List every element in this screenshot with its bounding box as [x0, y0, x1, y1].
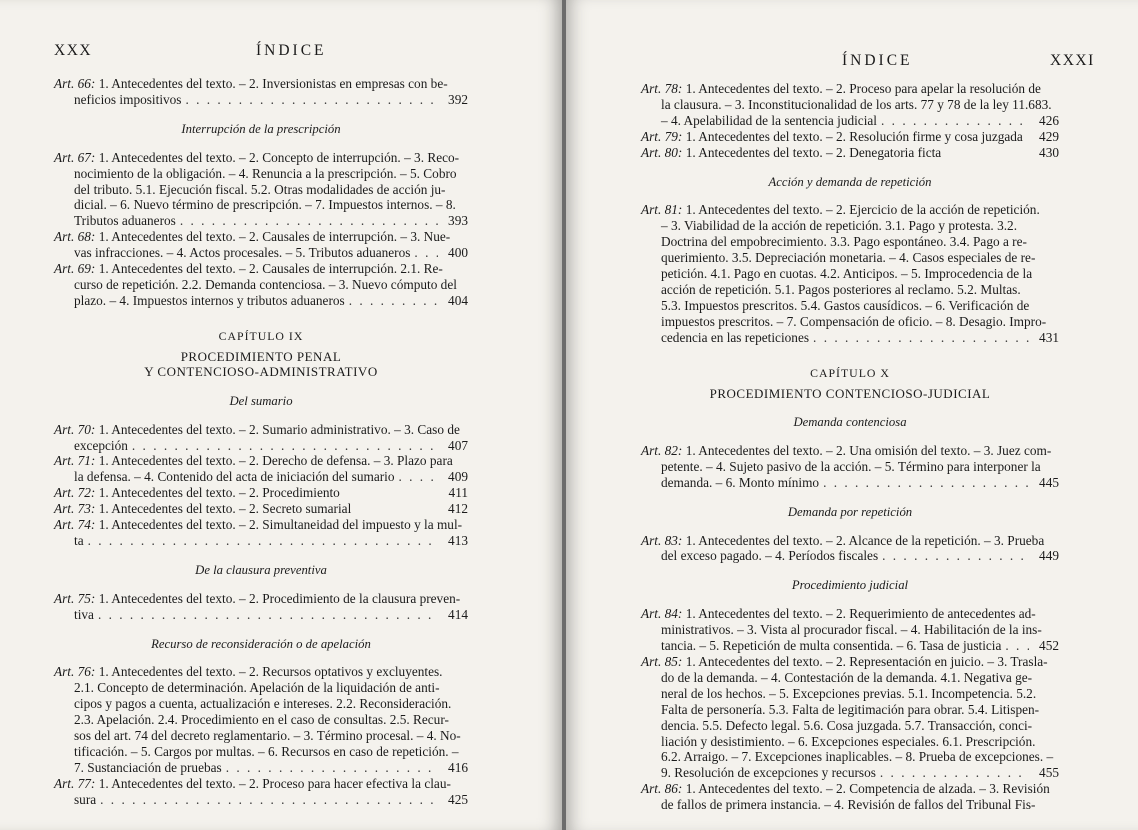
- entry-last-line: [641, 113, 1059, 129]
- leader-dots: [98, 607, 438, 623]
- leader-dots: [185, 92, 438, 108]
- article-label: Art. 69:: [54, 261, 96, 277]
- entry-line: Doctrina del empobrecimiento. 3.3. Pago espontáneo. 3.4. Pago a re-: [661, 234, 1027, 250]
- entry-line: [641, 81, 1059, 97]
- entry-line: neral de los hechos. – 5. Excepciones previas. 5.1. Incompetencia. 5.2.: [661, 685, 1037, 701]
- entry-line: [641, 606, 1059, 622]
- entry-line: [54, 150, 468, 166]
- entry-text: 9. Resolución de excepciones y recursos: [661, 765, 876, 781]
- section-heading: Demanda contenciosa: [793, 415, 907, 429]
- article-label: Art. 77:: [54, 775, 96, 791]
- entry-text: vas infracciones. – 4. Actos procesales. – 5. Tributos aduaneros: [74, 245, 411, 261]
- article-label: Art. 78:: [641, 81, 683, 96]
- index-entry: [641, 81, 1059, 129]
- leader-dots: [881, 113, 1029, 129]
- article-label: Art. 81:: [641, 202, 683, 218]
- leader-dots: [1005, 638, 1029, 654]
- index-entry: [54, 422, 468, 454]
- index-entry: [641, 606, 1059, 654]
- entry-line: [54, 501, 468, 517]
- index-entry: [54, 776, 468, 808]
- leader-dots: [823, 475, 1029, 491]
- entry-line: cipos y pagos a cuenta, actualización e intereses. 2.2. Reconsideración.: [74, 696, 452, 712]
- entry-line: [641, 129, 1059, 145]
- entry-line: petición. 4.1. Pago en cuotas. 4.2. Anticipos. – 5. Improcedencia de la: [661, 266, 1033, 282]
- left-page: [0, 0, 562, 830]
- page-ref: 449: [1039, 548, 1059, 564]
- index-entry: [54, 485, 468, 501]
- index-entry: [54, 261, 468, 309]
- entry-last-line: [54, 607, 468, 623]
- entry-text: 1. Antecedentes del texto. – 2. Sumario administrativo. – 3. Caso de: [98, 421, 460, 437]
- entry-text: ta: [74, 532, 84, 548]
- article-label: Art. 85:: [641, 653, 683, 669]
- article-label: Art. 84:: [641, 606, 683, 622]
- entry-text: Tributos aduaneros: [74, 213, 176, 229]
- entry-text: – 4. Apelabilidad de la sentencia judicial: [661, 112, 878, 128]
- page-ref: 425: [448, 791, 468, 807]
- leader-dots: [132, 438, 438, 454]
- entry-text: 1. Antecedentes del texto. – 2. Recursos optativos y excluyentes.: [98, 664, 443, 680]
- entry-text: 1. Antecedentes del texto. – 2. Proceso para apelar la resolución de: [685, 81, 1041, 96]
- page-number: XXXI: [1050, 52, 1095, 69]
- page-ref: 416: [448, 759, 468, 775]
- leader-dots: [399, 469, 439, 485]
- article-label: Art. 75:: [54, 590, 96, 606]
- entry-line: curso de repetición. 2.2. Demanda contenciosa. – 3. Nuevo cómputo del: [74, 276, 457, 292]
- entry-text: 1. Antecedentes del texto. – 2. Proceso para hacer efectiva la clau-: [98, 775, 451, 791]
- entry-text: 1. Antecedentes del texto. – 2. Representación en juicio. – 3. Trasla-: [685, 653, 1048, 669]
- entry-line: dencia. 5.5. Defecto legal. 5.6. Cosa juzgada. 5.7. Transacción, conci-: [661, 717, 1033, 733]
- index-entry: [54, 517, 468, 549]
- entry-text: demanda. – 6. Monto mínimo: [661, 474, 820, 490]
- chapter-title-line: PROCEDIMIENTO PENAL: [180, 348, 342, 364]
- index-column-right: [641, 81, 1059, 813]
- chapter-title: [641, 386, 1059, 402]
- entry-text: tancia. – 5. Repetición de multa consentida. – 6. Tasa de justicia: [661, 638, 1002, 654]
- section-heading: Acción y demanda de repetición: [768, 174, 932, 189]
- entry-line: [54, 517, 468, 533]
- entry-text: del exceso pagado. – 4. Períodos fiscales: [661, 548, 879, 564]
- entry-line: [54, 453, 468, 469]
- index-entry: [641, 202, 1059, 345]
- entry-text: 1. Antecedentes del texto. – 2. Alcance de la repetición. – 3. Prueba: [685, 532, 1045, 548]
- section-heading: De la clausura preventiva: [195, 562, 327, 577]
- article-label: Art. 66:: [54, 76, 96, 91]
- entry-line: [54, 664, 468, 680]
- entry-line: [641, 654, 1059, 670]
- entry-line: ministrativos. – 3. Vista al procurador fiscal. – 4. Habilitación de la ins-: [661, 622, 1042, 638]
- entry-text: 1. Antecedentes del texto. – 2. Resolución firme y cosa juzgada: [685, 128, 1023, 144]
- entry-line: [641, 781, 1059, 797]
- leader-dots: [88, 533, 438, 549]
- entry-line: [641, 443, 1059, 459]
- article-label: Art. 68:: [54, 229, 96, 245]
- article-label: Art. 83:: [641, 532, 683, 548]
- entry-line: sos del art. 74 del decreto reglamentario. – 3. Término procesal. – 4. No-: [74, 728, 461, 744]
- right-page: [566, 0, 1138, 830]
- entry-line: 5.3. Impuestos prescritos. 5.4. Gastos causídicos. – 6. Verificación de: [661, 297, 1030, 313]
- entry-text: sura: [74, 791, 97, 807]
- entry-last-line: [54, 245, 468, 261]
- leader-dots: [180, 213, 438, 229]
- entry-text: 1. Antecedentes del texto. – 2. Denegatoria ficta: [685, 144, 942, 160]
- leader-dots: [880, 765, 1029, 781]
- section-heading: Recurso de reconsideración o de apelación: [151, 636, 371, 651]
- article-label: Art. 71:: [54, 453, 96, 469]
- leader-dots: [100, 792, 438, 808]
- chapter-label: CAPÍTULO X: [810, 365, 890, 380]
- entry-line: 6.2. Arraigo. – 7. Excepciones inaplicables. – 8. Prueba de excepciones. –: [661, 749, 1054, 765]
- article-label: Art. 86:: [641, 781, 683, 797]
- page-ref: 393: [448, 213, 468, 229]
- article-label: Art. 80:: [641, 144, 683, 160]
- entry-last-line: [54, 469, 468, 485]
- entry-text: excepción: [74, 437, 128, 453]
- entry-text: 1. Antecedentes del texto. – 2. Ejercicio de la acción de repetición.: [685, 202, 1040, 218]
- entry-line: del tributo. 5.1. Ejecución fiscal. 5.2. Otras modalidades de acción ju-: [74, 181, 446, 197]
- entry-last-line: [54, 792, 468, 808]
- entry-text: 7. Sustanciación de pruebas: [74, 759, 222, 775]
- running-head: ÍNDICE: [256, 42, 327, 59]
- entry-text: 1. Antecedentes del texto. – 2. Procedimiento de la clausura preven-: [98, 590, 461, 606]
- entry-line: [54, 76, 468, 92]
- entry-line: – 3. Viabilidad de la acción de repetición. 3.1. Pago y protesta. 3.2.: [661, 218, 1018, 234]
- page-ref: 429: [1039, 128, 1059, 144]
- chapter-title: [54, 349, 468, 380]
- entry-text: 1. Antecedentes del texto. – 2. Causales de interrupción. 2.1. Re-: [98, 261, 443, 277]
- section-heading: Demanda por repetición: [787, 504, 913, 519]
- index-entry: [641, 781, 1059, 813]
- index-entry: [54, 453, 468, 485]
- entry-last-line: [641, 638, 1059, 654]
- page-ref: 431: [1039, 329, 1059, 345]
- entry-line: [54, 591, 468, 607]
- entry-text: tiva: [74, 606, 94, 622]
- index-entry: [641, 129, 1059, 145]
- entry-last-line: [54, 92, 468, 108]
- article-label: Art. 70:: [54, 421, 96, 437]
- article-label: Art. 76:: [54, 664, 96, 680]
- entry-last-line: [54, 293, 468, 309]
- leader-dots: [226, 760, 438, 776]
- entry-text: la defensa. – 4. Contenido del acta de iniciación del sumario: [74, 469, 395, 485]
- index-entry: [641, 533, 1059, 565]
- entry-line: acción de repetición. 5.1. Pagos posteriores al reclamo. 5.2. Multas.: [661, 281, 1021, 297]
- leader-dots: [414, 245, 438, 261]
- entry-text: 1. Antecedentes del texto. – 2. Causales de interrupción. – 3. Nue-: [98, 229, 451, 245]
- entry-line: dicial. – 6. Nuevo término de prescripción. – 7. Impuestos internos. – 8.: [74, 197, 456, 213]
- entry-last-line: [54, 438, 468, 454]
- entry-line: [641, 202, 1059, 218]
- entry-line: impuestos prescritos. – 7. Compensación de oficio. – 8. Desagio. Impro-: [661, 313, 1047, 329]
- entry-text: neficios impositivos: [74, 91, 182, 107]
- entry-line: la clausura. – 3. Inconstitucionalidad de los arts. 77 y 78 de la ley 11.683.: [661, 96, 1052, 112]
- entry-line: do de la demanda. – 4. Contestación de la demanda. 4.1. Negativa ge-: [661, 669, 1033, 685]
- entry-last-line: [641, 765, 1059, 781]
- page-ref: 426: [1039, 112, 1059, 128]
- page-ref: 407: [448, 437, 468, 453]
- entry-text: 1. Antecedentes del texto. – 2. Concepto de interrupción. – 3. Reco-: [98, 149, 460, 165]
- entry-line: [54, 776, 468, 792]
- section-heading: Del sumario: [229, 393, 293, 408]
- entry-line: 2.3. Apelación. 2.4. Procedimiento en el caso de consultas. 2.5. Recur-: [74, 712, 449, 728]
- page-ref: 392: [448, 91, 468, 107]
- entry-last-line: [641, 475, 1059, 491]
- entry-line: [641, 533, 1059, 549]
- entry-line: Falta de personería. 5.3. Falta de legitimación para obrar. 5.4. Litispen-: [661, 701, 1040, 717]
- entry-text: 1. Antecedentes del texto. – 2. Requerimiento de antecedentes ad-: [685, 606, 1036, 622]
- index-entry: [54, 664, 468, 775]
- entry-line: [54, 485, 468, 501]
- page-ref: 414: [448, 606, 468, 622]
- entry-last-line: [641, 330, 1059, 346]
- article-label: Art. 72:: [54, 485, 96, 501]
- page-ref: 455: [1039, 765, 1059, 781]
- section-heading: Interrupción de la prescripción: [181, 121, 341, 136]
- index-entry: [54, 501, 468, 517]
- index-entry: [641, 145, 1059, 161]
- entry-text: cedencia en las repeticiones: [661, 329, 810, 345]
- page-ref: 413: [448, 532, 468, 548]
- entry-line: [54, 261, 468, 277]
- page-ref: 400: [448, 245, 468, 261]
- entry-text: 1. Antecedentes del texto. – 2. Inversionistas en empresas con be-: [98, 76, 448, 91]
- page-ref: 412: [448, 501, 468, 517]
- chapter-title-line: PROCEDIMIENTO CONTENCIOSO-JUDICIAL: [709, 385, 991, 401]
- section-heading: Procedimiento judicial: [791, 578, 909, 593]
- index-entry: [54, 76, 468, 108]
- index-entry: [641, 443, 1059, 491]
- entry-line: liación y desistimiento. – 6. Excepciones especiales. 6.1. Prescripción.: [661, 733, 1036, 749]
- entry-line: 2.1. Concepto de determinación. Apelación de la liquidación de anti-: [74, 680, 440, 696]
- article-label: Art. 74:: [54, 517, 96, 533]
- index-entry: [54, 150, 468, 230]
- entry-line: nocimiento de la obligación. – 4. Renuncia a la prescripción. – 5. Cobro: [74, 165, 457, 181]
- entry-text: 1. Antecedentes del texto. – 2. Simultaneidad del impuesto y la mul-: [98, 517, 463, 533]
- entry-text: 1. Antecedentes del texto. – 2. Competencia de alzada. – 3. Revisión: [685, 781, 1050, 797]
- entry-last-line: [54, 533, 468, 549]
- page-ref: 430: [1039, 144, 1059, 160]
- entry-last-line: [54, 213, 468, 229]
- entry-text: 1. Antecedentes del texto. – 2. Derecho de defensa. – 3. Plazo para: [98, 453, 453, 469]
- entry-text: 1. Antecedentes del texto. – 2. Procedimiento: [98, 485, 340, 501]
- entry-line: tificación. – 5. Cargos por multas. – 6. Recursos en caso de repetición. –: [74, 744, 459, 759]
- leader-dots: [882, 548, 1029, 564]
- page-ref: 411: [448, 485, 468, 501]
- index-entry: [54, 591, 468, 623]
- chapter-title-line: Y CONTENCIOSO-ADMINISTRATIVO: [144, 364, 378, 380]
- page-ref: 445: [1039, 474, 1059, 490]
- page-ref: 452: [1039, 638, 1059, 654]
- index-entry: [641, 654, 1059, 781]
- entry-line: [54, 422, 468, 438]
- entry-line: petente. – 4. Sujeto pasivo de la acción. – 5. Término para interponer la: [661, 458, 1041, 474]
- page-ref: 409: [448, 469, 468, 485]
- entry-line: de fallos de primera instancia. – 4. Revisión de fallos del Tribunal Fis-: [661, 797, 1036, 813]
- leader-dots: [813, 330, 1029, 346]
- entry-line: querimiento. 3.5. Depreciación monetaria. – 4. Casos especiales de re-: [661, 250, 1036, 266]
- index-entry: [54, 229, 468, 261]
- running-head: ÍNDICE: [842, 52, 913, 69]
- leader-dots: [349, 293, 438, 309]
- page-ref: 404: [448, 292, 468, 308]
- entry-text: plazo. – 4. Impuestos internos y tributos aduaneros: [74, 292, 345, 308]
- entry-last-line: [641, 548, 1059, 564]
- entry-line: [641, 145, 1059, 161]
- chapter-label: CAPÍTULO IX: [218, 328, 304, 343]
- article-label: Art. 67:: [54, 149, 96, 165]
- article-label: Art. 73:: [54, 501, 96, 517]
- entry-last-line: [54, 760, 468, 776]
- entry-line: [54, 229, 468, 245]
- index-column-left: [54, 76, 468, 808]
- entry-text: 1. Antecedentes del texto. – 2. Una omisión del texto. – 3. Juez com-: [685, 442, 1052, 458]
- article-label: Art. 82:: [641, 442, 683, 458]
- entry-text: 1. Antecedentes del texto. – 2. Secreto sumarial: [98, 501, 352, 517]
- article-label: Art. 79:: [641, 128, 683, 144]
- page-number: XXX: [54, 42, 93, 59]
